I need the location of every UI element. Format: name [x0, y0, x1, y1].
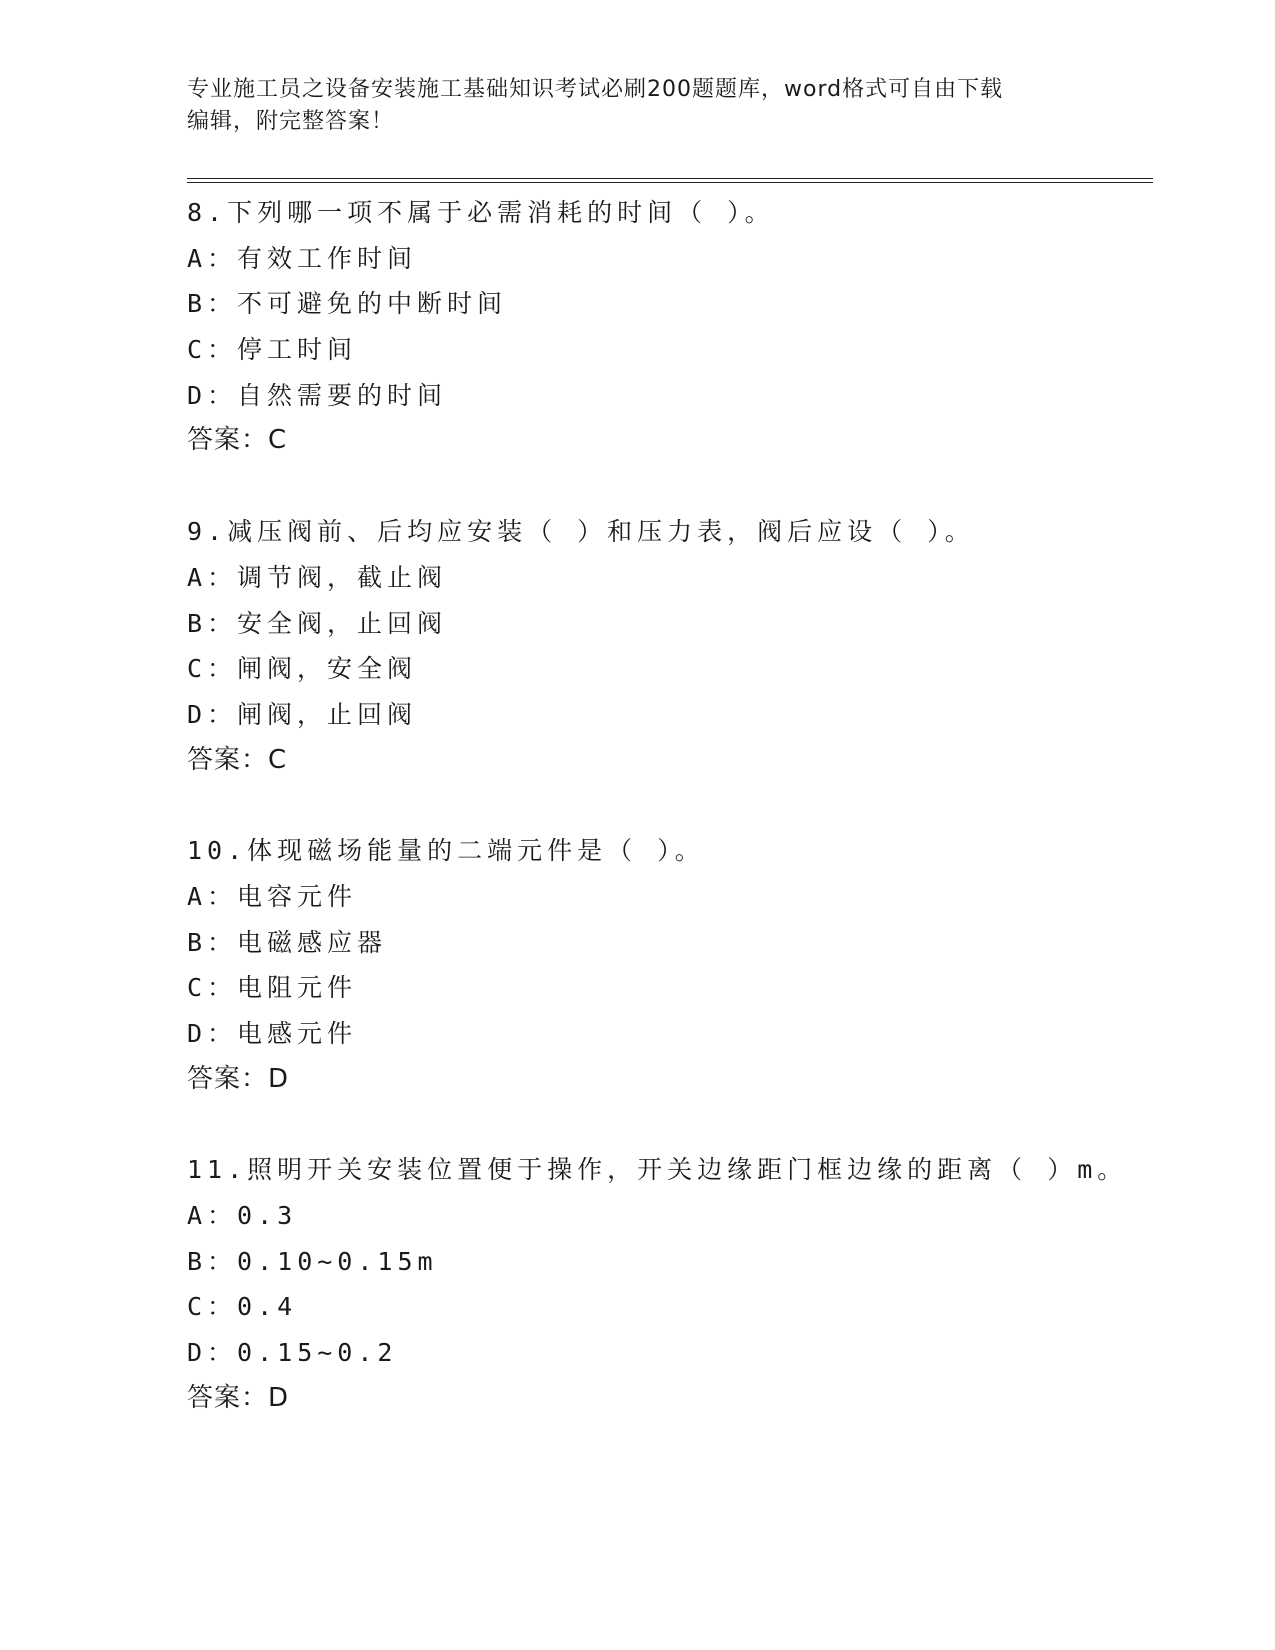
answer-text: 答案：C	[187, 744, 288, 775]
option-a: A：调节阀，截止阀	[187, 562, 448, 592]
question-stem: 10.体现磁场能量的二端元件是（ ）。	[187, 836, 705, 866]
question-11	[187, 1147, 1153, 1421]
option-b: B：不可避免的中断时间	[187, 289, 508, 319]
question-stem: 8.下列哪一项不属于必需消耗的时间（ ）。	[187, 198, 775, 227]
question-stem: 9.减压阀前、后均应安装（ ）和压力表，阀后应设（ ）。	[187, 517, 975, 547]
answer-text: 答案：D	[187, 1382, 290, 1413]
question-stem: 11.照明开关安装位置便于操作，开关边缘距门框边缘的距离（ ）m。	[187, 1155, 1128, 1185]
option-c: C：0.4	[187, 1292, 298, 1322]
option-a: A：电容元件	[187, 881, 358, 911]
question-8	[187, 190, 1153, 464]
option-d: D：电感元件	[187, 1019, 358, 1048]
question-list	[187, 190, 1153, 1467]
option-c: C：停工时间	[187, 335, 358, 365]
option-c: C：闸阀，安全阀	[187, 654, 418, 684]
option-d: D：自然需要的时间	[187, 380, 448, 410]
header-title-line-2: 编辑，附完整答案！	[187, 109, 395, 134]
option-b: B：0.10~0.15m	[187, 1246, 438, 1276]
question-10	[187, 828, 1153, 1102]
option-a: A：0.3	[187, 1201, 298, 1231]
answer-text: 答案：C	[187, 425, 288, 456]
question-9	[187, 509, 1153, 783]
document-header	[187, 74, 1087, 138]
option-b: B：安全阀，止回阀	[187, 608, 448, 638]
header-title-line-1: 专业施工员之设备安装施工基础知识考试必刷200题题库，word格式可自由下载	[187, 77, 1004, 102]
option-d: D：0.15~0.2	[187, 1338, 398, 1368]
option-c: C：电阻元件	[187, 973, 358, 1003]
option-b: B：电磁感应器	[187, 927, 388, 957]
option-a: A：有效工作时间	[187, 243, 418, 273]
header-divider	[187, 178, 1153, 183]
answer-text: 答案：D	[187, 1063, 290, 1094]
option-d: D：闸阀，止回阀	[187, 699, 418, 729]
